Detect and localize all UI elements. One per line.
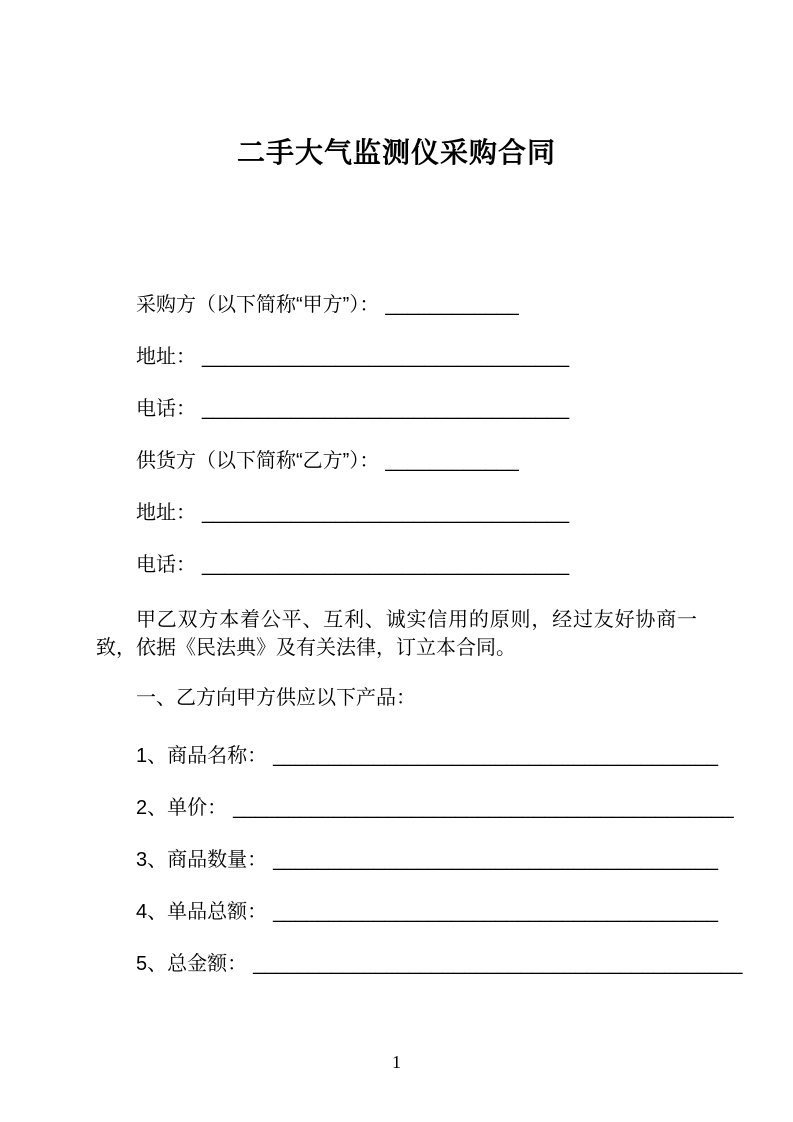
item-product-name-line <box>96 745 719 767</box>
contract-preamble: 甲乙双方本着公平、互利、诚实信用的原则，经过友好协商一致，依据《民法典》及有关法律，订立本合同。 <box>96 609 697 659</box>
item-quantity-blank: ________________________________________ <box>273 849 719 871</box>
purchaser-party-line <box>96 294 697 316</box>
item-unit-price-blank: _____________________________________________ <box>233 797 734 819</box>
supplier-party-blank: ____________ <box>385 450 519 472</box>
item-product-name-label: 1、商品名称： <box>136 745 268 767</box>
supplier-address-line <box>96 502 697 524</box>
item-quantity-label: 3、商品数量： <box>136 849 268 871</box>
item-quantity-line <box>96 849 719 871</box>
supplier-phone-line <box>96 554 697 576</box>
purchaser-phone-line <box>96 398 697 420</box>
supplier-address-blank: _________________________________ <box>202 502 570 524</box>
supplier-party-label: 供货方（以下简称“乙方”）： <box>136 450 380 472</box>
document-title: 二手大气监测仪采购合同 <box>236 137 556 168</box>
purchaser-address-line <box>96 346 697 368</box>
supplier-phone-blank: _________________________________ <box>202 554 570 576</box>
item-product-name-blank: ________________________________________ <box>273 745 719 767</box>
item-total-amount-blank: ____________________________________________ <box>253 953 743 975</box>
purchaser-party-label: 采购方（以下简称“甲方”）： <box>136 294 380 316</box>
item-subtotal-blank: ________________________________________ <box>273 901 719 923</box>
item-total-amount-label: 5、总金额： <box>136 953 248 975</box>
supplier-phone-label: 电话： <box>136 554 196 576</box>
section-one-heading: 一、乙方向甲方供应以下产品： <box>136 687 416 709</box>
item-unit-price-line <box>96 797 734 819</box>
supplier-address-label: 地址： <box>136 502 196 524</box>
purchaser-phone-blank: _________________________________ <box>202 398 570 420</box>
item-subtotal-line <box>96 901 719 923</box>
purchaser-address-blank: _________________________________ <box>202 346 570 368</box>
page-number: 1 <box>392 1052 401 1072</box>
purchaser-party-blank: ____________ <box>385 294 519 316</box>
purchaser-address-label: 地址： <box>136 346 196 368</box>
item-subtotal-label: 4、单品总额： <box>136 901 268 923</box>
item-unit-price-label: 2、单价： <box>136 797 228 819</box>
item-total-amount-line <box>96 953 743 975</box>
purchaser-phone-label: 电话： <box>136 398 196 420</box>
supplier-party-line <box>96 450 697 472</box>
